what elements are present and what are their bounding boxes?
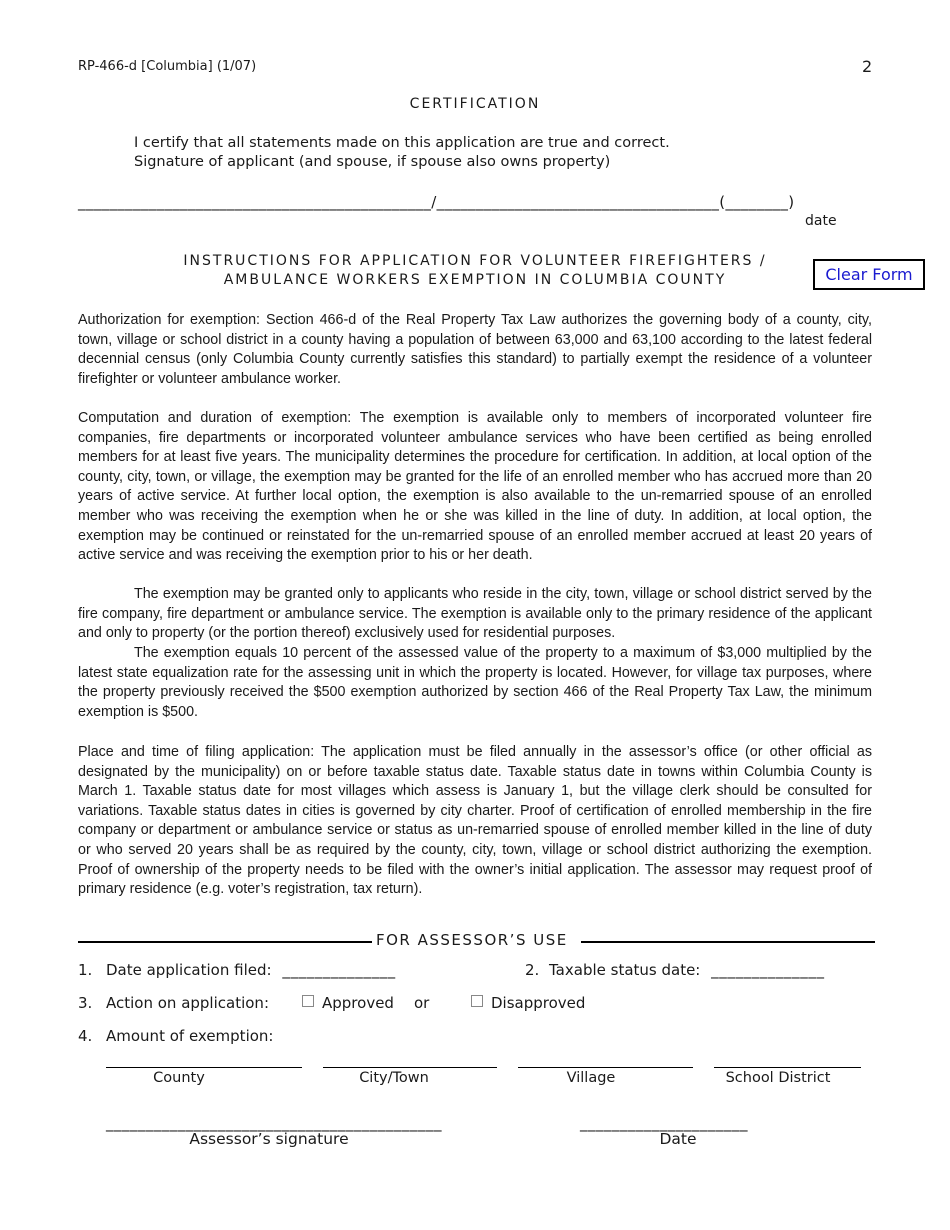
amount-row [78,1027,273,1045]
taxable-status-label: Taxable status date: [549,961,701,979]
computation-paragraph: Computation and duration of exemption: The exemption is available only to members of incorporated volunteer fire companies, fire departments or incorporated volunteer ambulance services who have been certified as being enrolled members for at least five years. The municipality determines the procedure for certification. In addition, at local option of the county, city, town, or village, the exemption may be granted for the life of an enrolled member who has accrued more than 20 years of active service. At further local option, the exemption is also available to the un-remarried spouse of an enrolled member who was receiving the exemption when he or she was killed in the line of duty. In addition, at local option, the exemption may be continued or reinstated for the un-remarried spouse of an enrolled member accrued at least 20 years of active service and was receiving the exemption prior to his or her death. [78,410,872,564]
approved-label: Approved [322,994,394,1012]
county-amount-field[interactable] [106,1067,302,1068]
disapproved-label: Disapproved [491,994,586,1012]
school-district-amount-field[interactable] [714,1067,861,1068]
taxable-status-row [525,961,825,979]
disapproved-option[interactable] [471,994,585,1012]
residence-paragraph: The exemption may be granted only to applicants who reside in the city, town, village or school district served by the fire company, fire department or ambulance service. The exemption is available only to the primary residence of the applicant and only to property (or the portion thereof) exclusively used for residential purposes. [78,586,872,642]
approved-checkbox[interactable] [302,995,314,1007]
clear-form-button[interactable]: Clear Form [813,259,925,290]
city-town-label: City/Town [359,1070,429,1086]
signature-instruction: Signature of applicant (and spouse, if spouse also owns property) [134,154,611,170]
county-label: County [153,1070,205,1086]
page-number: 2 [862,57,873,76]
section-rule-left [78,941,372,943]
amount-label: Amount of exemption: [106,1027,274,1045]
assessor-date-field[interactable]: _____________________ [580,1114,748,1132]
item-number: 1. [78,961,93,979]
village-label: Village [566,1070,616,1086]
date-filed-row [78,961,396,979]
instructions-title-line1: INSTRUCTIONS FOR APPLICATION FOR VOLUNTEER FIREFIGHTERS / [183,253,767,269]
city-town-amount-field[interactable] [323,1067,497,1068]
certification-statement: I certify that all statements made on this application are true and correct. [134,135,670,151]
assessor-signature-field[interactable]: __________________________________________ [106,1114,442,1132]
assessor-signature-label: Assessor’s signature [189,1130,349,1148]
item-number: 3. [78,994,93,1012]
filing-paragraph: Place and time of filing application: The application must be filed annually in the assessor’s office (or other official as designated by the municipality) on or before taxable status date. Taxable status date in towns within Columbia County is March 1. Taxable status date for most villages which assess is January 1, but the village clerk should be consulted for variations. Taxable status dates in cities is governed by city charter. Proof of certification of enrolled membership in the fire company or department or ambulance service or status as un-remarried spouse of enrolled member killed in the line of duty or who served 20 years shall be as required by the county, city, town, village or school district authorizing the exemption. Proof of ownership of the property needs to be filed with the owner’s initial application. The assessor may request proof of primary residence (e.g. voter’s registration, tax return). [78,744,872,898]
approved-option[interactable] [302,994,394,1012]
item-number: 2. [525,961,540,979]
authorization-paragraph: Authorization for exemption: Section 466-d of the Real Property Tax Law authorizes the governing body of a county, city, town, village or school district in a county having a population of between 63,000 and 63,100 according to the latest federal decennial census (only Columbia County currently satisfies this standard) to partially exempt the residence of a volunteer firefighter or volunteer ambulance worker. [78,312,872,387]
action-label: Action on application: [106,994,269,1012]
action-row [78,994,269,1012]
form-id: RP-466-d [Columbia] (1/07) [78,59,257,74]
village-amount-field[interactable] [518,1067,693,1068]
instructions-title-line2: AMBULANCE WORKERS EXEMPTION IN COLUMBIA COUNTY [223,272,727,288]
disapproved-checkbox[interactable] [471,995,483,1007]
or-text: or [414,994,430,1012]
signature-date-label: date [805,213,837,229]
school-district-label: School District [725,1070,831,1086]
item-number: 4. [78,1027,93,1045]
certification-title: CERTIFICATION [409,96,541,112]
assessor-section-title: FOR ASSESSOR’S USE [376,931,568,949]
date-filed-label: Date application filed: [106,961,272,979]
assessor-date-label: Date [659,1130,697,1148]
applicant-signature-line[interactable]: _____________________________________________/____________________________________(________) [78,193,795,211]
taxable-status-field[interactable]: ______________ [711,961,825,979]
section-rule-right [581,941,875,943]
date-filed-field[interactable]: ______________ [282,961,396,979]
exemption-amount-paragraph: The exemption equals 10 percent of the assessed value of the property to a maximum of $3,000 multiplied by the latest state equalization rate for the assessing unit in which the property is located. However, for village tax purposes, where the property previously received the $500 exemption authorized by section 466 of the Real Property Tax Law, the minimum exemption is $500. [78,645,872,720]
